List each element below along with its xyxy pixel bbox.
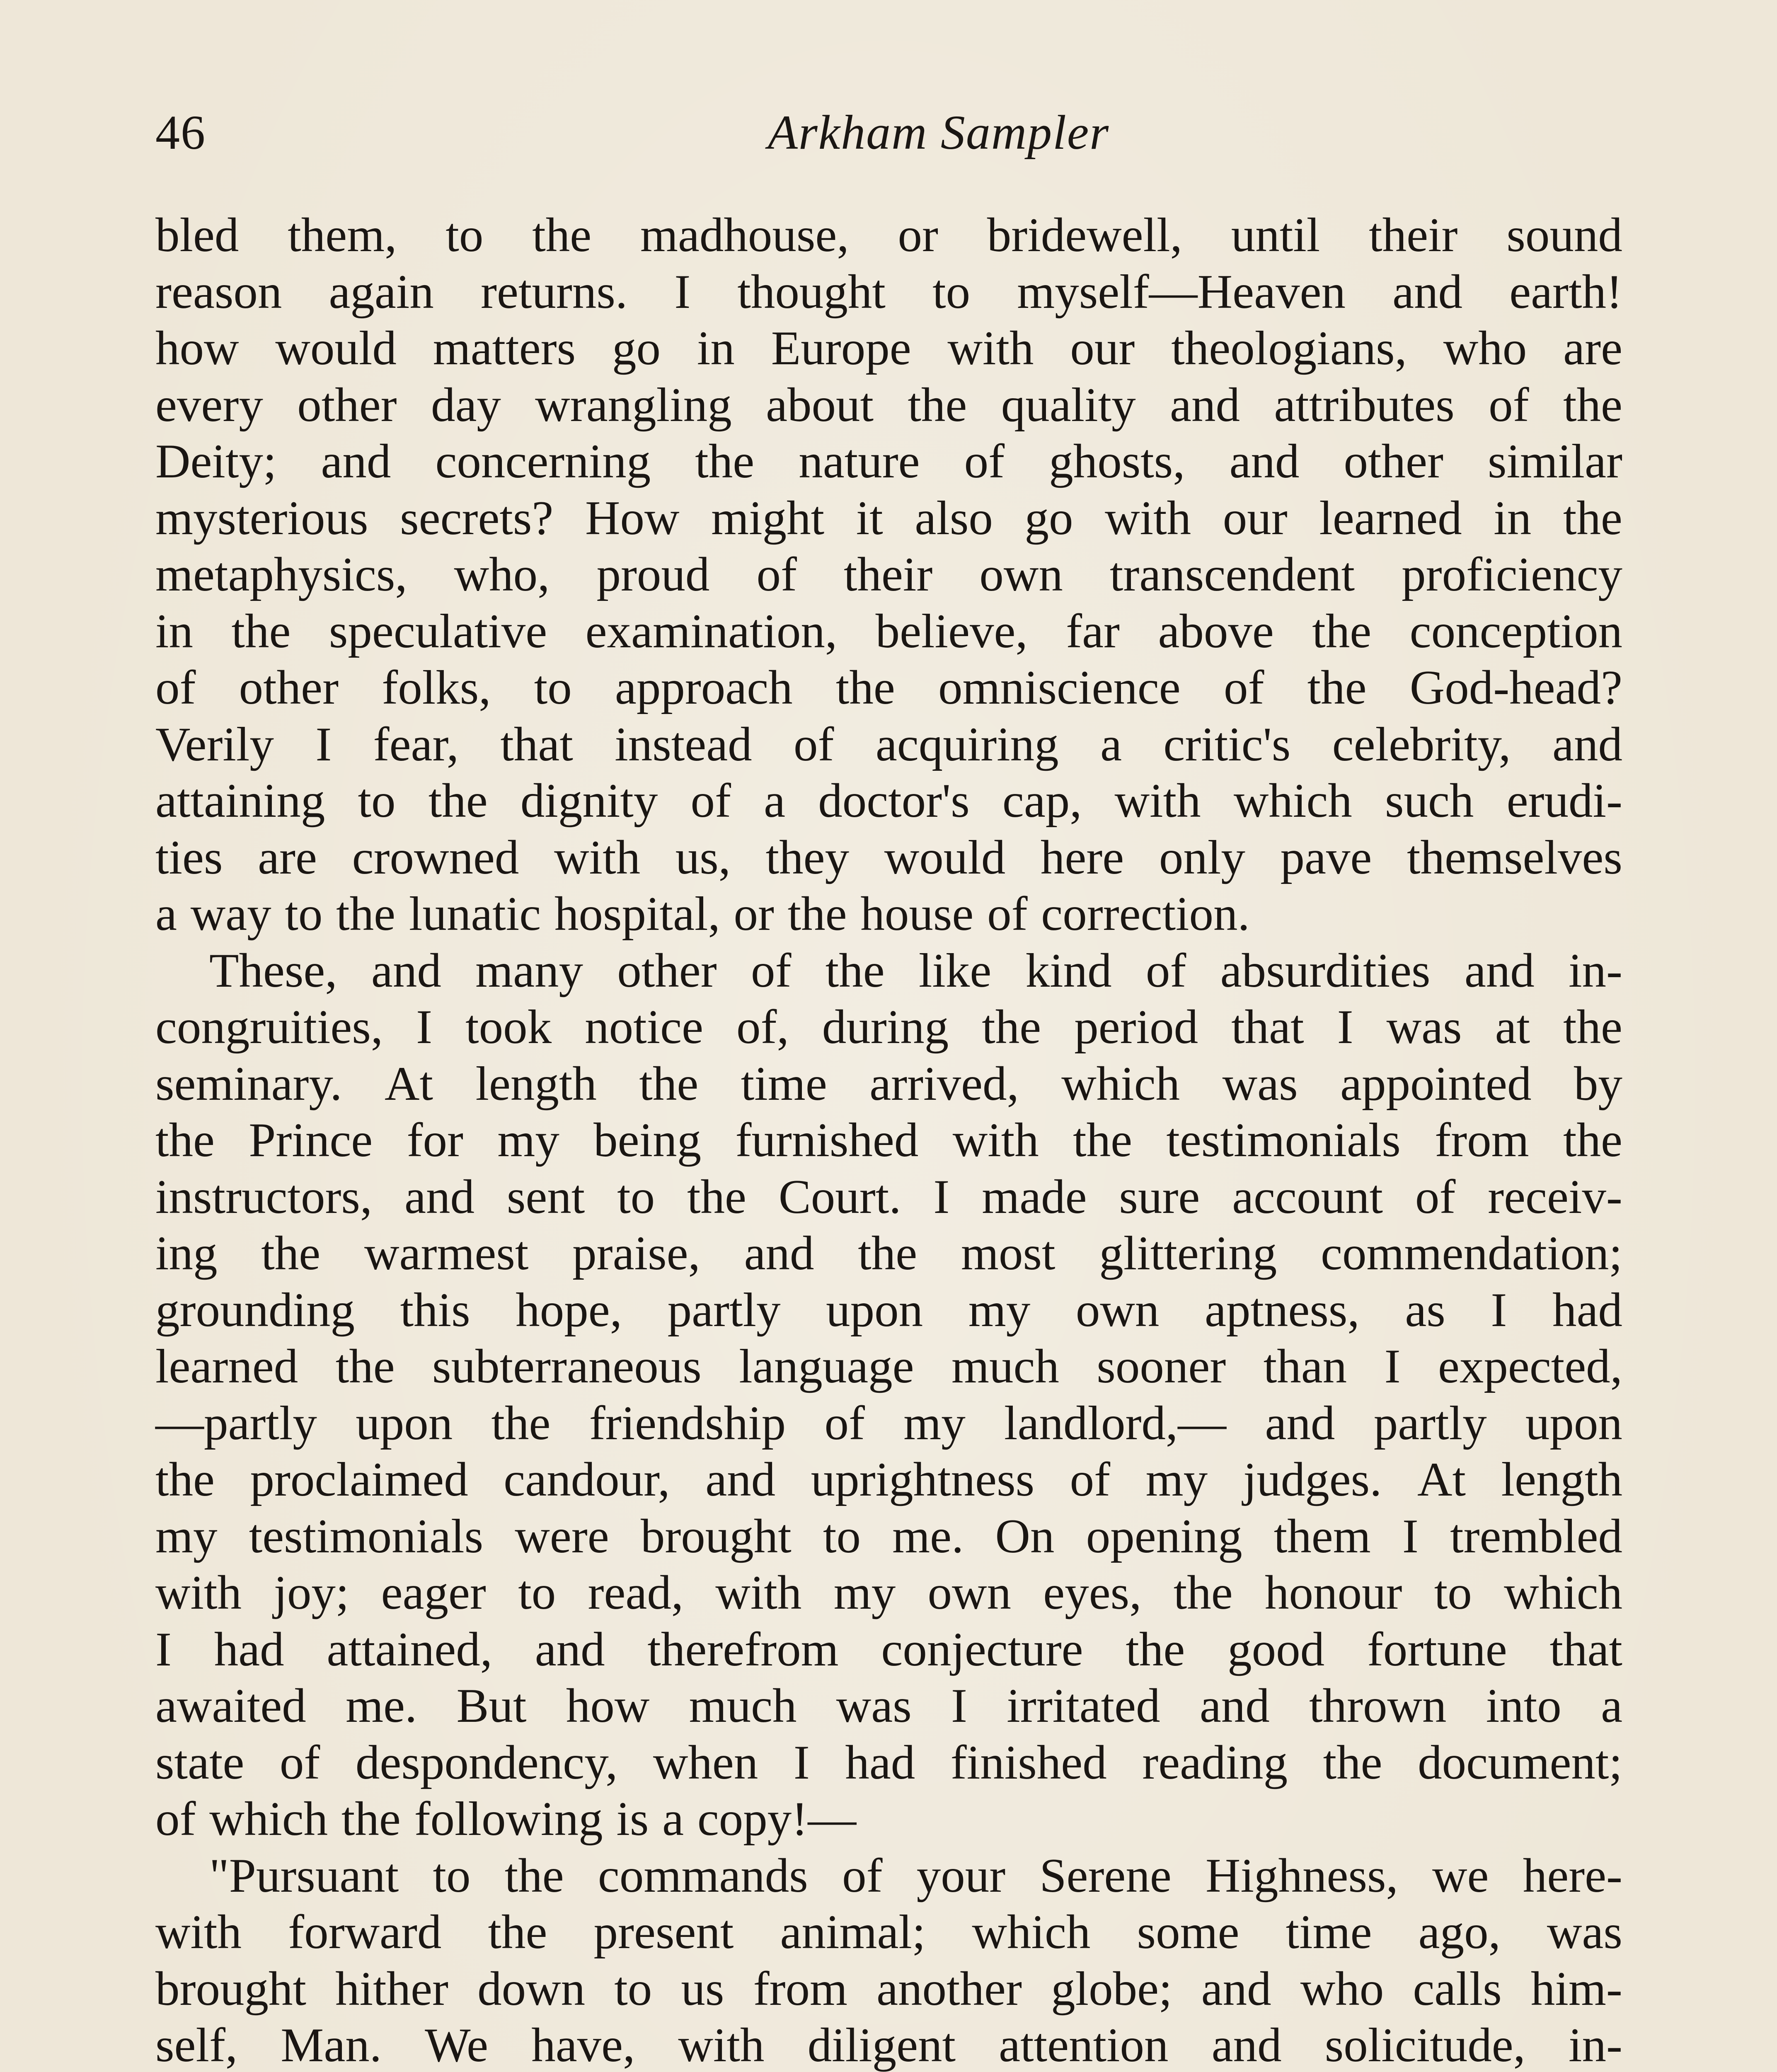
text-line: I had attained, and therefrom conjecture the good fortune that bbox=[155, 1622, 1622, 1676]
text-line: the proclaimed candour, and uprightness of my judges. At length bbox=[155, 1453, 1622, 1506]
body-text bbox=[155, 207, 1622, 2072]
text-line: my testimonials were brought to me. On opening them I trembled bbox=[155, 1509, 1622, 1563]
text-line: attaining to the dignity of a doctor's cap, with which such erudi- bbox=[155, 774, 1622, 828]
text-line: how would matters go in Europe with our theologians, who are bbox=[155, 322, 1622, 375]
text-line: with joy; eager to read, with my own eyes, the honour to which bbox=[155, 1566, 1622, 1619]
text-line: grounding this hope, partly upon my own aptness, as I had bbox=[155, 1283, 1622, 1337]
text-line: metaphysics, who, proud of their own transcendent proficiency bbox=[155, 548, 1622, 601]
text-line: state of despondency, when I had finished reading the document; bbox=[155, 1736, 1622, 1789]
text-line: awaited me. But how much was I irritated and thrown into a bbox=[155, 1679, 1622, 1733]
text-line: instructors, and sent to the Court. I made sure account of receiv- bbox=[155, 1170, 1622, 1224]
text-line: "Pursuant to the commands of your Serene Highness, we here- bbox=[209, 1849, 1622, 1903]
text-line: every other day wrangling about the quality and attributes of the bbox=[155, 378, 1622, 432]
text-line: congruities, I took notice of, during the period that I was at the bbox=[155, 1000, 1622, 1054]
text-line: Deity; and concerning the nature of ghosts, and other similar bbox=[155, 435, 1622, 488]
page-number: 46 bbox=[155, 105, 206, 160]
text-line: Verily I fear, that instead of acquiring a critic's celebrity, and bbox=[155, 717, 1622, 771]
text-line: ing the warmest praise, and the most glittering commendation; bbox=[155, 1227, 1622, 1280]
page-header bbox=[155, 99, 1622, 166]
text-line: with forward the present animal; which some time ago, was bbox=[155, 1905, 1622, 1959]
text-line: mysterious secrets? How might it also go with our learned in the bbox=[155, 491, 1622, 545]
text-line: a way to the lunatic hospital, or the house of correction. bbox=[155, 887, 1250, 941]
text-line: self, Man. We have, with diligent attention and solicitude, in- bbox=[155, 2019, 1622, 2072]
text-line: These, and many other of the like kind of absurdities and in- bbox=[209, 944, 1622, 997]
running-head: Arkham Sampler bbox=[767, 105, 1110, 160]
text-line: seminary. At length the time arrived, which was appointed by bbox=[155, 1057, 1622, 1111]
text-line: learned the subterraneous language much sooner than I expected, bbox=[155, 1340, 1622, 1393]
text-line: in the speculative examination, believe, far above the conception bbox=[155, 604, 1622, 658]
text-line: brought hither down to us from another globe; and who calls him- bbox=[155, 1962, 1622, 2016]
text-line: ties are crowned with us, they would here only pave themselves bbox=[155, 830, 1622, 884]
text-line: bled them, to the madhouse, or bridewell, until their sound bbox=[155, 208, 1622, 262]
text-line: —partly upon the friendship of my landlord,— and partly upon bbox=[155, 1396, 1622, 1450]
text-line: of which the following is a copy!— bbox=[155, 1792, 857, 1846]
text-line: the Prince for my being furnished with the testimonials from the bbox=[155, 1113, 1622, 1167]
text-line: of other folks, to approach the omniscience of the God-head? bbox=[155, 661, 1622, 714]
text-line: reason again returns. I thought to myself—Heaven and earth! bbox=[155, 265, 1622, 319]
